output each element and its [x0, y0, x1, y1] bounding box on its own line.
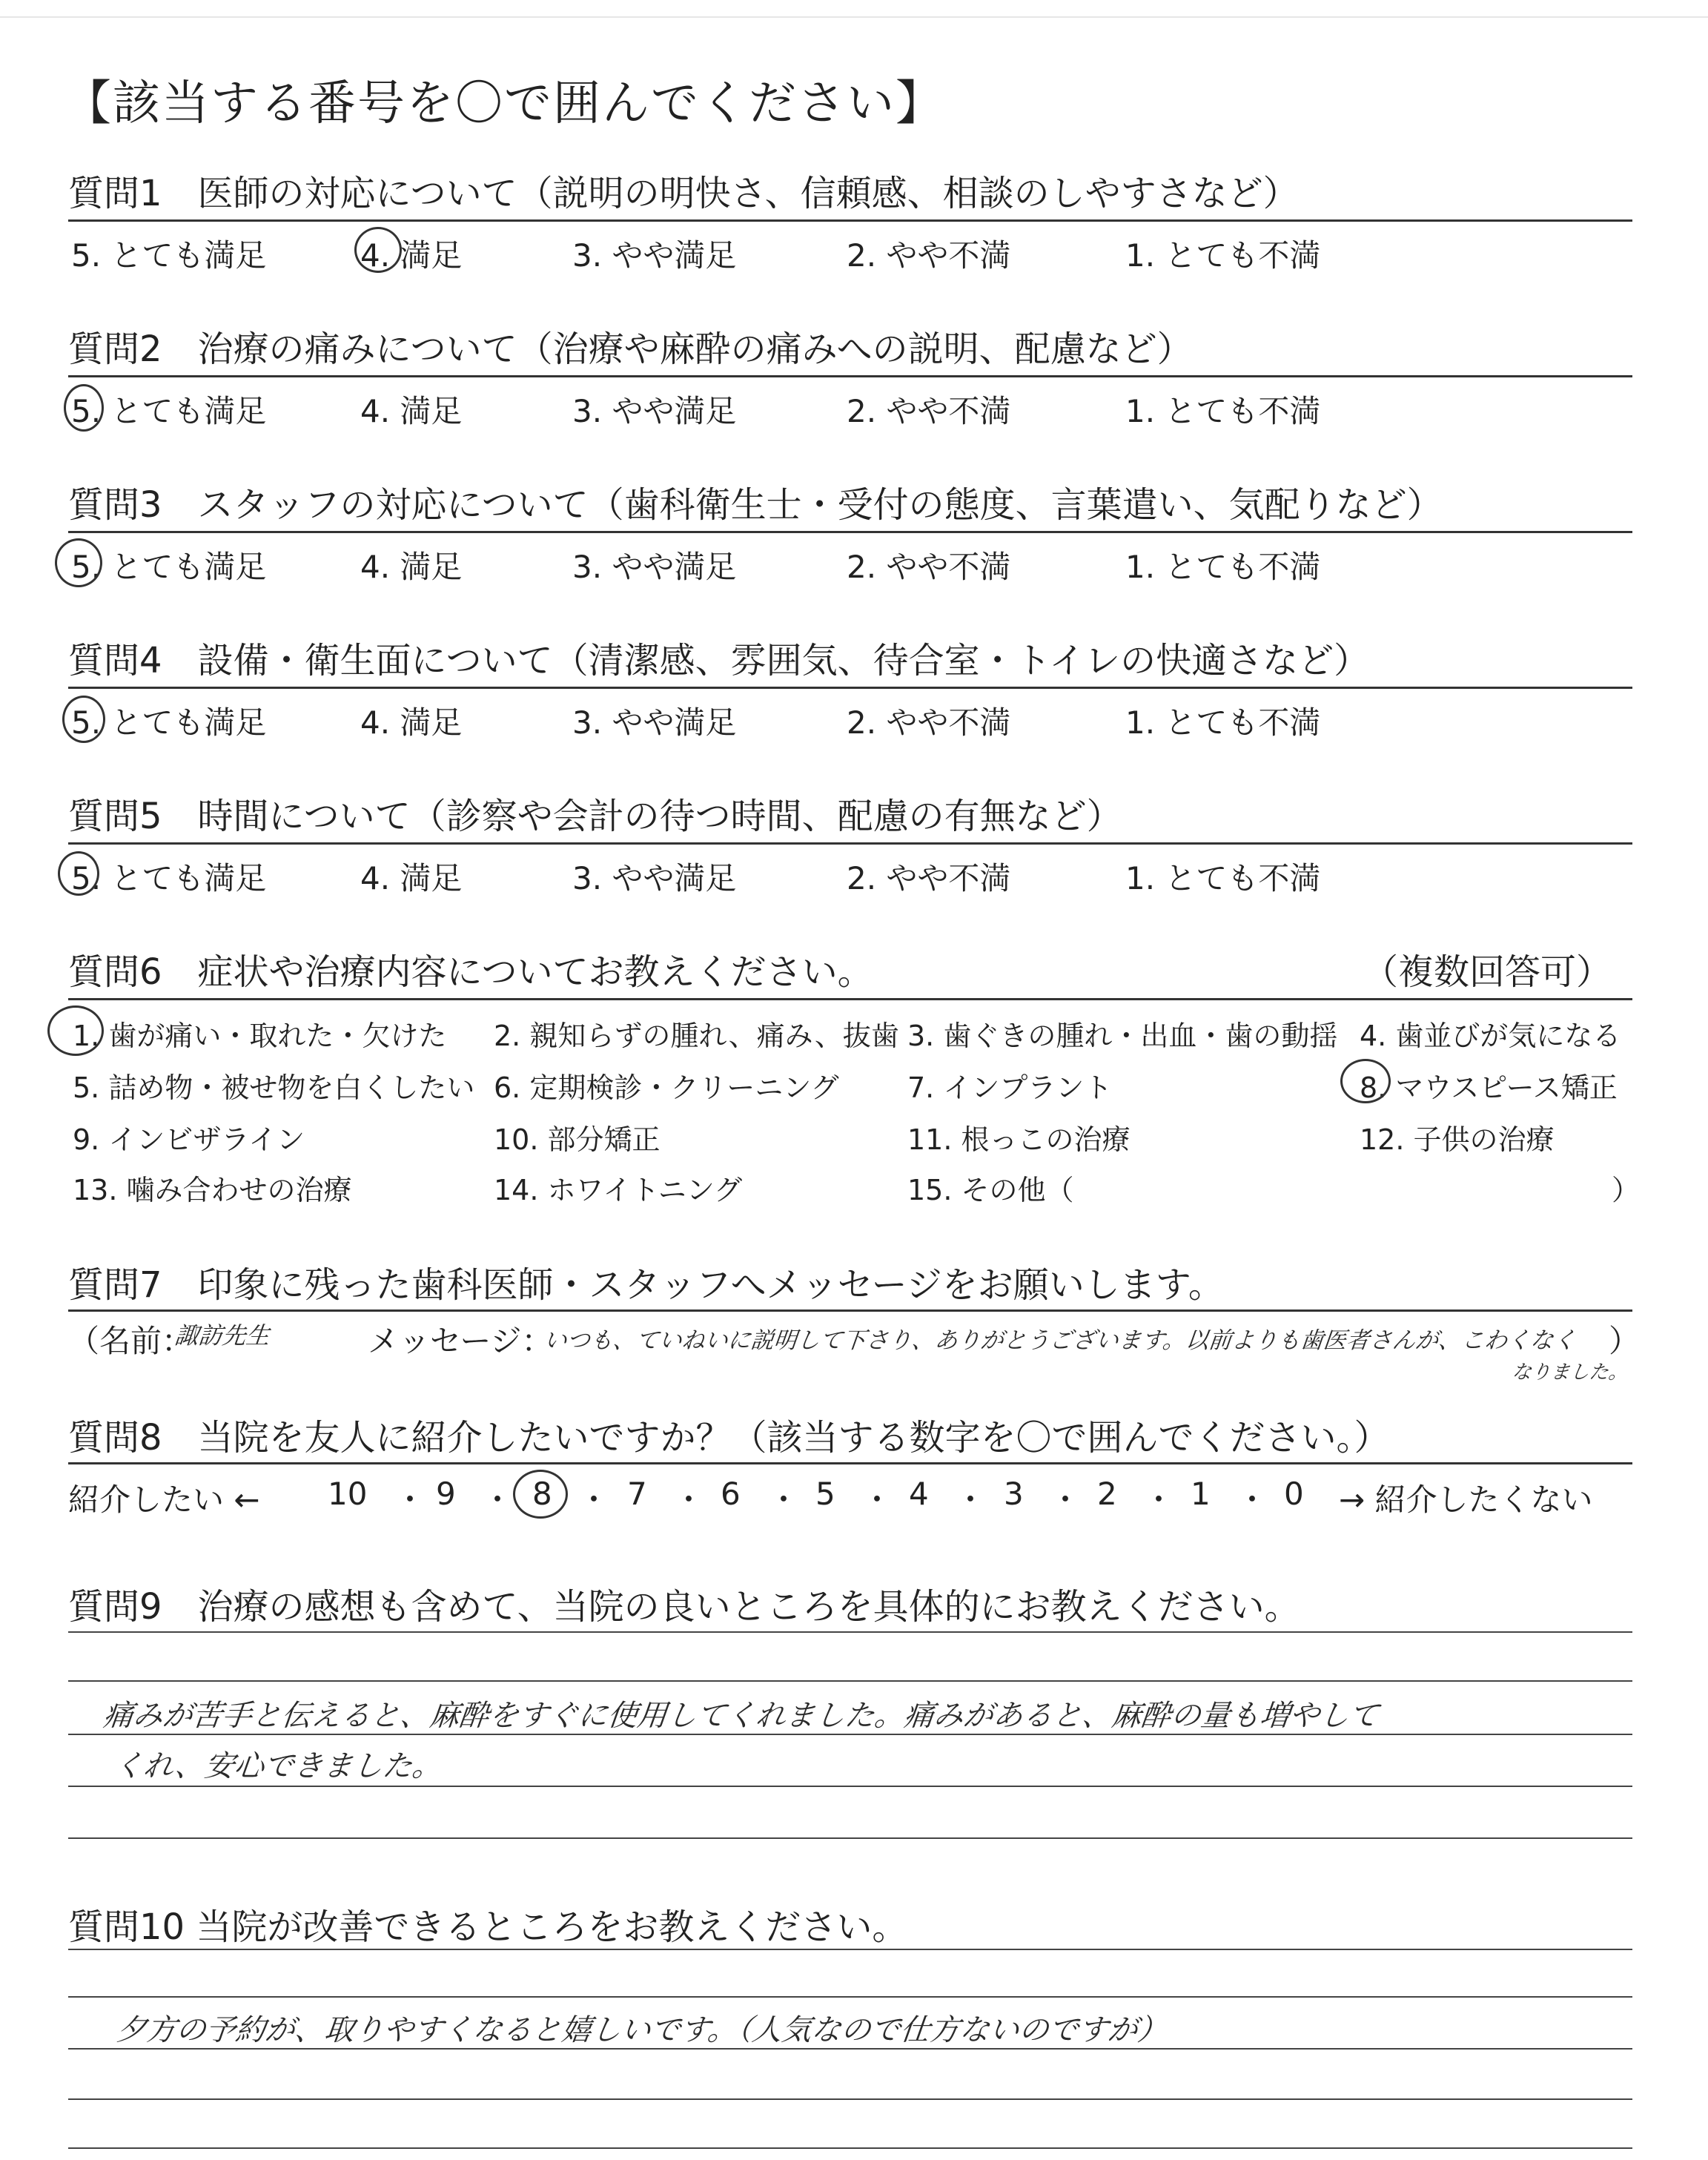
q9-rule-1 [68, 1631, 1632, 1633]
q8-dot: ・ [578, 1482, 610, 1518]
q8-dot: ・ [394, 1482, 426, 1518]
q6-rule [68, 998, 1632, 1000]
q6-item-8[interactable]: 8. マウスピース矯正 [1360, 1071, 1618, 1104]
q8-dot: ・ [955, 1482, 987, 1518]
q5-title: 質問5 時間について（診察や会計の待つ時間、配慮の有無など） [68, 796, 1122, 837]
q8-scale-0[interactable]: 0 [1284, 1476, 1304, 1512]
q5-option-4[interactable]: 4. 満足 [360, 860, 463, 896]
q9-answer-line-2[interactable]: くれ、安心できました。 [112, 1749, 444, 1783]
q3-title: 質問3 スタッフの対応について（歯科衛生士・受付の態度、言葉遣い、気配りなど） [68, 484, 1443, 526]
q9-rule-4 [68, 1786, 1632, 1787]
q6-item-10[interactable]: 10. 部分矯正 [494, 1123, 661, 1156]
q10-rule-3 [68, 2048, 1632, 2050]
q2-rule [68, 375, 1632, 377]
q7-title: 質問7 印象に残った歯科医師・スタッフへメッセージをお願いします。 [68, 1264, 1224, 1306]
q6-item-1[interactable]: 1. 歯が痛い・取れた・欠けた [73, 1020, 447, 1052]
form-heading: 【該当する番号を〇で囲んでください】 [64, 76, 944, 131]
q8-dot: ・ [1237, 1482, 1268, 1518]
q3-option-4[interactable]: 4. 満足 [360, 549, 463, 585]
q3-option-2[interactable]: 2. やや不満 [847, 549, 1011, 585]
q4-option-3[interactable]: 3. やや満足 [572, 704, 737, 741]
q4-rule [68, 687, 1632, 689]
q1-option-1[interactable]: 1. とても不満 [1125, 237, 1321, 274]
q9-rule-2 [68, 1680, 1632, 1682]
q5-option-1[interactable]: 1. とても不満 [1125, 860, 1321, 896]
q6-item-14[interactable]: 14. ホワイトニング [494, 1174, 743, 1206]
q1-option-4[interactable]: 4. 満足 [360, 237, 463, 274]
q8-scale-7[interactable]: 7 [627, 1476, 647, 1512]
q8-title: 質問8 当院を友人に紹介したいですか？（該当する数字を〇で囲んでください。） [68, 1417, 1390, 1459]
q8-scale-6[interactable]: 6 [721, 1476, 741, 1512]
q2-title: 質問2 治療の痛みについて（治療や麻酔の痛みへの説明、配慮など） [68, 328, 1193, 370]
q2-option-5[interactable]: 5. とても満足 [71, 393, 267, 429]
q6-item-6[interactable]: 6. 定期検診・クリーニング [494, 1071, 839, 1104]
q4-option-2[interactable]: 2. やや不満 [847, 704, 1011, 741]
q8-scale-1[interactable]: 1 [1191, 1476, 1211, 1512]
q6-title: 質問6 症状や治療内容についてお教えください。 [68, 951, 873, 993]
q1-rule [68, 219, 1632, 222]
q6-item-5[interactable]: 5. 詰め物・被せ物を白くしたい [73, 1071, 475, 1104]
q5-option-5[interactable]: 5. とても満足 [71, 860, 267, 896]
q6-item-9[interactable]: 9. インビザライン [73, 1123, 305, 1156]
q6-item-7[interactable]: 7. インプラント [907, 1071, 1113, 1104]
q1-title: 質問1 医師の対応について（説明の明快さ、信頼感、相談のしやすさなど） [68, 173, 1299, 214]
q5-option-2[interactable]: 2. やや不満 [847, 860, 1011, 896]
q2-option-2[interactable]: 2. やや不満 [847, 393, 1011, 429]
q6-item-3[interactable]: 3. 歯ぐきの腫れ・出血・歯の動揺 [907, 1020, 1338, 1052]
q6-multi-answer-note: （複数回答可） [1363, 951, 1612, 993]
q1-option-5[interactable]: 5. とても満足 [71, 237, 267, 274]
q3-option-3[interactable]: 3. やや満足 [572, 549, 737, 585]
q8-dot: ・ [861, 1482, 893, 1518]
q7-rule [68, 1309, 1632, 1312]
q5-rule [68, 842, 1632, 845]
q7-message-label: メッセージ： [368, 1323, 553, 1359]
q6-item-2[interactable]: 2. 親知らずの腫れ、痛み、抜歯 [494, 1020, 899, 1052]
q2-option-3[interactable]: 3. やや満足 [572, 393, 737, 429]
q8-rule [68, 1462, 1632, 1464]
q2-option-1[interactable]: 1. とても不満 [1125, 393, 1321, 429]
q6-item-4[interactable]: 4. 歯並びが気になる [1360, 1020, 1621, 1052]
q8-dot: ・ [768, 1482, 800, 1518]
q7-message-line-2[interactable]: なりました。 [1511, 1361, 1629, 1384]
q7-name-value[interactable]: 諏訪先生 [173, 1321, 271, 1350]
q7-name-label: （名前： [68, 1323, 193, 1359]
q10-title: 質問10 当院が改善できるところをお教えください。 [68, 1906, 908, 1948]
q9-title: 質問9 治療の感想も含めて、当院の良いところを具体的にお教えください。 [68, 1586, 1300, 1628]
q7-close-paren: ） [1609, 1323, 1641, 1359]
q4-option-4[interactable]: 4. 満足 [360, 704, 463, 741]
q8-scale-5[interactable]: 5 [815, 1476, 835, 1512]
q2-option-4[interactable]: 4. 満足 [360, 393, 463, 429]
q6-item-11[interactable]: 11. 根っこの治療 [907, 1123, 1131, 1156]
q10-rule-4 [68, 2098, 1632, 2100]
q8-dot: ・ [1143, 1482, 1175, 1518]
q10-rule-5 [68, 2147, 1632, 2149]
q6-item-15[interactable]: 15. その他（ [907, 1174, 1074, 1206]
q5-option-3[interactable]: 3. やや満足 [572, 860, 737, 896]
q1-option-3[interactable]: 3. やや満足 [572, 237, 737, 274]
page-top-edge [0, 16, 1708, 18]
q9-rule-5 [68, 1837, 1632, 1839]
q10-rule-2 [68, 1996, 1632, 1998]
q3-option-5[interactable]: 5. とても満足 [71, 549, 267, 585]
q4-option-1[interactable]: 1. とても不満 [1125, 704, 1321, 741]
q10-rule-1 [68, 1949, 1632, 1950]
q4-title: 質問4 設備・衛生面について（清潔感、雰囲気、待合室・トイレの快適さなど） [68, 640, 1370, 681]
q1-option-2[interactable]: 2. やや不満 [847, 237, 1011, 274]
q8-right-label: → 紹介したくない [1339, 1482, 1593, 1518]
q8-scale-8[interactable]: 8 [532, 1476, 552, 1512]
q9-answer-line-1[interactable]: 痛みが苦手と伝えると、麻酔をすぐに使用してくれました。痛みがあると、麻酔の量も増やして [102, 1699, 1381, 1733]
q8-scale-3[interactable]: 3 [1004, 1476, 1024, 1512]
q8-dot: ・ [673, 1482, 705, 1518]
q8-dot: ・ [1050, 1482, 1082, 1518]
q9-rule-3 [68, 1734, 1632, 1735]
q8-scale-10[interactable]: 10 [328, 1476, 368, 1512]
q6-item-13[interactable]: 13. 噛み合わせの治療 [73, 1174, 352, 1206]
q8-left-label: 紹介したい ← [68, 1482, 260, 1518]
q8-scale-2[interactable]: 2 [1097, 1476, 1117, 1512]
q8-dot: ・ [482, 1482, 514, 1518]
q6-item-12[interactable]: 12. 子供の治療 [1360, 1123, 1555, 1156]
q6-item-15-close: ） [1612, 1174, 1641, 1206]
q3-option-1[interactable]: 1. とても不満 [1125, 549, 1321, 585]
q7-message-line-1[interactable]: いつも、ていねいに説明して下さり、ありがとうございます。以前よりも歯医者さんが、こわくなく [542, 1327, 1578, 1354]
q10-answer-line-1[interactable]: 夕方の予約が、取りやすくなると嬉しいです。（人気なので仕方ないのですが） [115, 2013, 1169, 2047]
q4-option-5[interactable]: 5. とても満足 [71, 704, 267, 741]
q8-scale-4[interactable]: 4 [909, 1476, 929, 1512]
q3-rule [68, 531, 1632, 533]
q8-scale-9[interactable]: 9 [436, 1476, 456, 1512]
